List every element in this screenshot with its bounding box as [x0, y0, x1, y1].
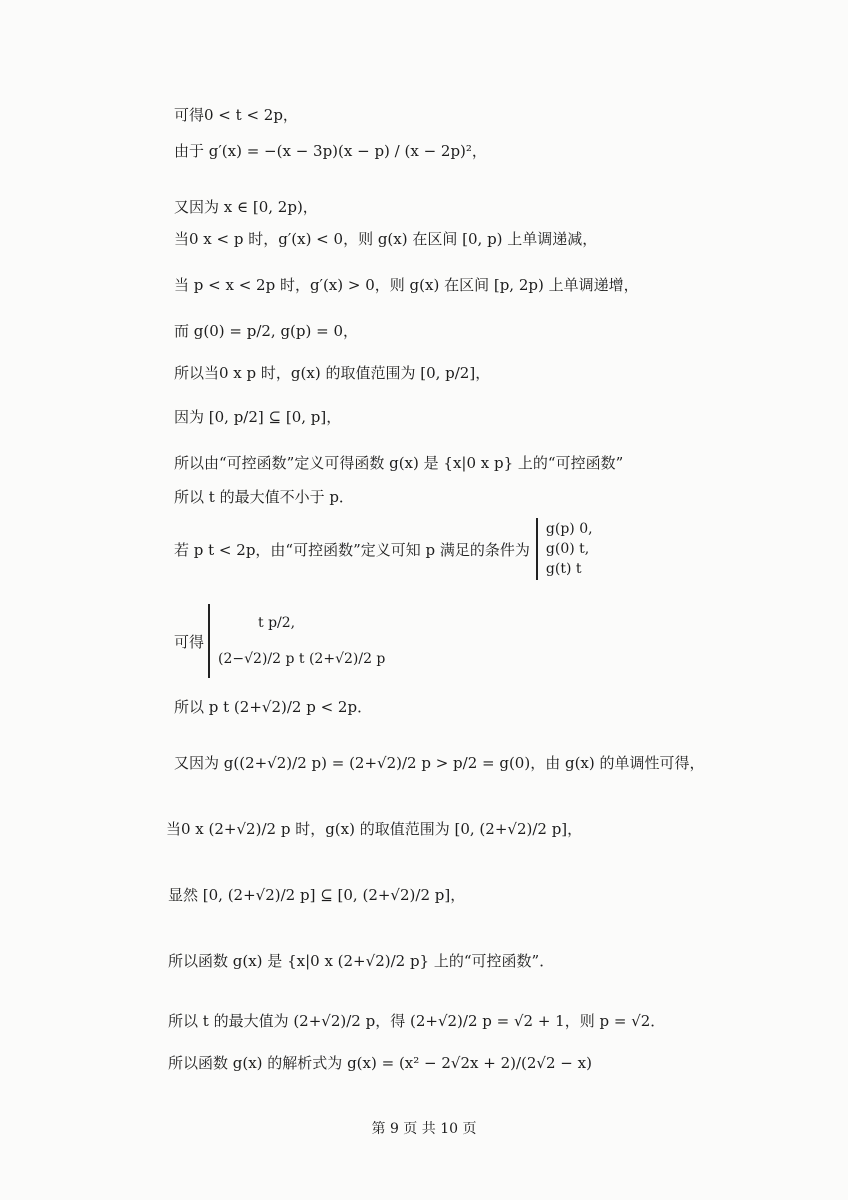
text-line-17 [168, 950, 554, 971]
system-2-row-1: t p/2, [258, 615, 296, 631]
text-line-1 [174, 104, 298, 125]
line-12-text: 可得 [174, 632, 205, 651]
text-line-12 [174, 604, 385, 678]
text-line-5 [174, 274, 639, 295]
line-16-text: 显然 [0, (2+√2)/2 p] ⊆ [0, (2+√2)/2 p]， [168, 886, 466, 904]
system-2-brace [208, 604, 210, 678]
line-13-text: 所以 p t (2+√2)/2 p < 2p． [174, 698, 373, 716]
line-18-text: 所以 t 的最大值为 (2+√2)/2 p，得 (2+√2)/2 p = √2 + 1，则 p = √2． [168, 1012, 666, 1030]
system-1-brace [536, 518, 538, 580]
system-1-row-2: g(0) t, [545, 541, 590, 557]
text-line-4 [174, 228, 597, 249]
condition-system-2 [208, 604, 385, 678]
line-19-text: 所以函数 g(x) 的解析式为 g(x) = (x² − 2√2x + 2)/(2√2 − x) [168, 1054, 592, 1072]
text-line-18 [168, 1010, 665, 1031]
text-line-19 [168, 1052, 592, 1073]
line-5-text: 当 p < x < 2p 时，g′(x) > 0，则 g(x) 在区间 [p, 2p) 上单调递增， [174, 276, 639, 294]
condition-system-1 [536, 518, 593, 580]
text-line-10 [174, 486, 354, 507]
text-line-6 [174, 320, 358, 341]
line-8-text: 因为 [0, p/2] ⊆ [0, p]， [174, 408, 342, 426]
line-1-text: 可得0 < t < 2p， [174, 106, 298, 124]
line-10-text: 所以 t 的最大值不小于 p． [174, 488, 354, 506]
line-17-text: 所以函数 g(x) 是 {x|0 x (2+√2)/2 p} 上的“可控函数”． [168, 952, 555, 970]
text-line-3 [174, 196, 318, 217]
text-line-14 [174, 752, 705, 773]
text-line-2 [174, 140, 487, 161]
system-1-row-1: g(p) 0, [545, 521, 593, 537]
line-14-text: 又因为 g((2+√2)/2 p) = (2+√2)/2 p > p/2 = g(0)，由 g(x) 的单调性可得， [174, 754, 705, 772]
text-line-13 [174, 696, 372, 717]
text-line-8 [174, 406, 341, 427]
line-15-text: 当0 x (2+√2)/2 p 时，g(x) 的取值范围为 [0, (2+√2)/2 p]， [166, 820, 583, 838]
line-7-text: 所以当0 x p 时，g(x) 的取值范围为 [0, p/2]， [174, 364, 491, 382]
text-line-15 [166, 818, 582, 839]
text-line-7 [174, 362, 490, 383]
line-11-text: 若 p t < 2p，由“可控函数”定义可知 p 满足的条件为 [174, 540, 530, 559]
system-1-rows [546, 521, 593, 577]
text-line-16 [168, 884, 465, 905]
page-footer: 第 9 页 共 10 页 [371, 1121, 477, 1137]
line-3-text: 又因为 x ∈ [0, 2p)， [174, 198, 318, 216]
system-1-row-3: g(t) t [545, 561, 582, 577]
line-4-text: 当0 x < p 时，g′(x) < 0，则 g(x) 在区间 [0, p) 上单调递减， [174, 230, 598, 248]
line-9-text: 所以由“可控函数”定义可得函数 g(x) 是 {x|0 x p} 上的“可控函数” [174, 454, 624, 472]
text-line-11 [174, 518, 593, 580]
line-2-text: 由于 g′(x) = −(x − 3p)(x − p) / (x − 2p)²， [174, 142, 487, 160]
line-6-text: 而 g(0) = p/2, g(p) = 0， [174, 322, 359, 340]
text-line-9 [174, 452, 623, 473]
system-2-row-2: (2−√2)/2 p t (2+√2)/2 p [218, 651, 386, 667]
system-2-rows [218, 615, 385, 667]
